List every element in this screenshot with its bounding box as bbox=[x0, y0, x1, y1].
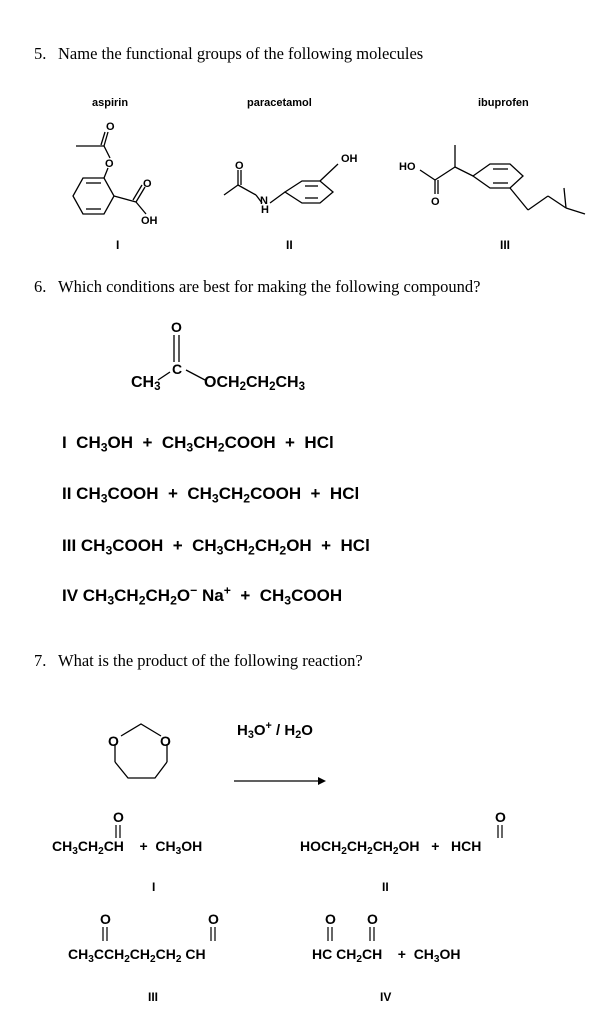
roman-label: III bbox=[500, 238, 511, 252]
product-III: $CH_3CCH_2CH_2CH_2$ CH bbox=[68, 946, 206, 965]
option-III: III $CH_3COOH + CH_3CH_2CH_2OH$ + HCl bbox=[62, 536, 370, 558]
question-number: 5. bbox=[34, 44, 47, 63]
roman-label: IV bbox=[380, 990, 392, 1004]
ibuprofen-structure bbox=[420, 145, 585, 214]
roman-label: I bbox=[116, 238, 120, 252]
atom-label: HO bbox=[399, 161, 416, 173]
carbonyl-carbon: C bbox=[172, 361, 183, 377]
ring-oxygen: O bbox=[108, 733, 119, 749]
question-6 bbox=[34, 277, 480, 297]
product-IV: HC $CH_2CH$ + $CH_3OH$ bbox=[312, 946, 461, 965]
q7-reaction bbox=[0, 700, 598, 800]
carbonyl-oxygen: O bbox=[325, 911, 336, 927]
carbonyl-oxygen: O bbox=[495, 809, 506, 825]
aspirin-structure bbox=[73, 132, 146, 214]
carbonyl-oxygen: O bbox=[208, 911, 219, 927]
roman-label: II bbox=[382, 880, 389, 894]
roman-label: III bbox=[148, 990, 159, 1004]
atom-label: N bbox=[260, 195, 268, 207]
question-number: 6. bbox=[34, 277, 47, 296]
product-I: $CH_3CH_2CH$ + $CH_3OH$ bbox=[52, 838, 203, 857]
atom-label: OH bbox=[341, 153, 358, 165]
option-I: I $CH_3OH$ + $CH_3CH_2COOH$ + HCl bbox=[62, 433, 334, 455]
atom-label: O bbox=[106, 121, 115, 133]
question-text: What is the product of the following reaction? bbox=[58, 651, 363, 670]
atom-label: O bbox=[105, 158, 114, 170]
roman-label: I bbox=[152, 880, 156, 894]
molecule-name-ibuprofen: ibuprofen bbox=[478, 97, 529, 109]
atom-label: O bbox=[235, 160, 244, 172]
question-7 bbox=[34, 651, 363, 671]
carbonyl-oxygen: O bbox=[367, 911, 378, 927]
q5-structures bbox=[0, 0, 598, 260]
atom-label: H bbox=[261, 204, 269, 216]
question-text: Name the functional groups of the following molecules bbox=[58, 44, 424, 63]
carbonyl-oxygen: O bbox=[113, 809, 124, 825]
molecule-name-paracetamol: paracetamol bbox=[247, 97, 312, 109]
reagent-label: $H_3O^+ / H_2O$ bbox=[237, 720, 313, 742]
atom-label: O bbox=[431, 196, 440, 208]
option-IV: IV $CH_3CH_2CH_2O^-$ $Na^+ + CH_3COOH$ bbox=[62, 583, 343, 608]
question-text: Which conditions are best for making the following compound? bbox=[58, 277, 481, 296]
product-II: $HOCH_2CH_2CH_2OH$ + HCH bbox=[300, 838, 482, 857]
option-II: II $CH_3COOH$ + $CH_3CH_2COOH$ + HCl bbox=[62, 484, 360, 506]
carbonyl-oxygen: O bbox=[100, 911, 111, 927]
q6-compound bbox=[0, 300, 598, 410]
carbonyl-oxygen: O bbox=[171, 319, 182, 335]
atom-label: O bbox=[143, 178, 152, 190]
question-number: 7. bbox=[34, 651, 47, 670]
molecule-name-aspirin: aspirin bbox=[92, 97, 129, 109]
q7-carbonyl-marks bbox=[0, 800, 598, 970]
ring-oxygen: O bbox=[160, 733, 171, 749]
compound-left: $CH_3$ bbox=[131, 374, 161, 394]
atom-label: OH bbox=[141, 215, 158, 227]
compound-right: $OCH_2CH_2CH_3$ bbox=[204, 374, 305, 394]
roman-label: II bbox=[286, 238, 293, 252]
